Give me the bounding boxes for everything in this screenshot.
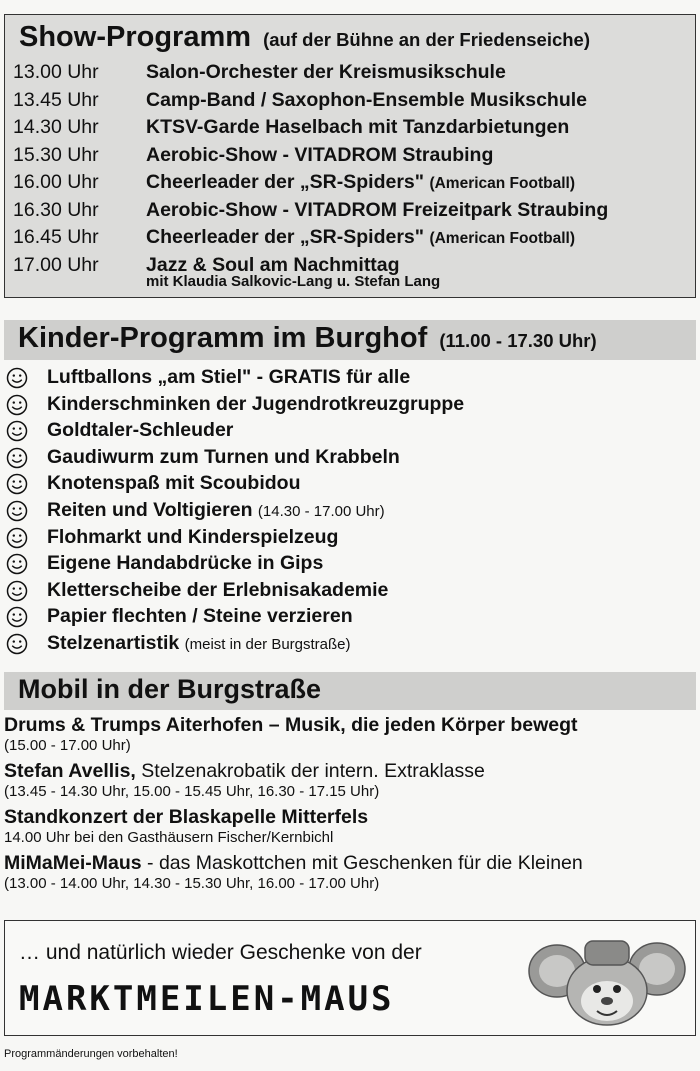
show-time: 16.00 Uhr bbox=[13, 171, 99, 193]
kinder-list-item bbox=[4, 499, 696, 526]
smiley-icon bbox=[6, 420, 28, 442]
show-row bbox=[13, 61, 693, 89]
kinder-item-text bbox=[47, 472, 301, 495]
kinder-item-label: Kinderschminken der Jugendrotkreuzgruppe bbox=[47, 392, 465, 415]
show-act bbox=[146, 89, 587, 112]
show-act bbox=[146, 61, 506, 84]
show-time: 13.00 Uhr bbox=[13, 61, 99, 83]
mobil-item-times: 14.00 Uhr bei den Gasthäusern Fischer/Kernbichl bbox=[4, 829, 334, 846]
kinder-item-note: (meist in der Burgstraße) bbox=[184, 635, 351, 653]
mobil-item-times: (13.00 - 14.00 Uhr, 14.30 - 15.30 Uhr, 16.00 - 17.00 Uhr) bbox=[4, 875, 380, 892]
mobil-header bbox=[4, 672, 696, 710]
kinder-program-list bbox=[4, 366, 696, 659]
show-time: 15.30 Uhr bbox=[13, 143, 99, 166]
mobil-item-title bbox=[4, 714, 696, 737]
gift-box bbox=[4, 920, 696, 1036]
kinder-item-label: Kletterscheibe der Erlebnisakademie bbox=[47, 578, 389, 601]
show-program-title bbox=[19, 21, 590, 54]
show-act-label: Aerobic-Show - VITADROM Freizeitpark Straubing bbox=[146, 198, 609, 221]
kinder-item-text bbox=[47, 446, 400, 469]
kinder-list-item bbox=[4, 366, 696, 393]
show-act bbox=[146, 171, 575, 194]
show-act bbox=[146, 116, 569, 139]
kinder-item-label: Flohmarkt und Kinderspielzeug bbox=[47, 525, 339, 548]
footnote: Programmänderungen vorbehalten! bbox=[4, 1048, 178, 1060]
kinder-item-text bbox=[47, 632, 351, 655]
kinder-item-label: Reiten und Voltigieren bbox=[47, 498, 253, 521]
maus-name: MARKTMEILEN-MAUS bbox=[19, 979, 395, 1019]
show-last-note: mit Klaudia Salkovic-Lang u. Stefan Lang bbox=[146, 273, 441, 290]
mobil-item-bold: MiMaMei-Maus bbox=[4, 852, 142, 874]
mobil-list-item bbox=[4, 714, 696, 755]
kinder-list-item bbox=[4, 552, 696, 579]
kinder-subtitle: (11.00 - 17.30 Uhr) bbox=[439, 330, 597, 351]
show-act-label: Cheerleader der „SR-Spiders" bbox=[146, 171, 425, 193]
show-subtitle: (auf der Bühne an der Friedenseiche) bbox=[263, 29, 590, 50]
mobil-item-title bbox=[4, 806, 696, 829]
show-row bbox=[13, 116, 693, 144]
smiley-icon bbox=[6, 367, 28, 389]
show-time: 17.00 Uhr bbox=[13, 253, 99, 276]
kinder-item-label: Knotenspaß mit Scoubidou bbox=[47, 472, 301, 495]
kinder-title-text: Kinder-Programm im Burghof bbox=[18, 322, 428, 354]
kinder-item-text bbox=[47, 526, 338, 549]
kinder-list-item bbox=[4, 446, 696, 473]
kinder-list-item bbox=[4, 419, 696, 446]
kinder-item-text bbox=[47, 552, 323, 575]
kinder-item-text bbox=[47, 499, 385, 522]
mobil-item-title bbox=[4, 760, 696, 783]
kinder-item-label: Gaudiwurm zum Turnen und Krabbeln bbox=[47, 445, 400, 468]
smiley-icon bbox=[6, 394, 28, 416]
kinder-item-text bbox=[47, 419, 233, 442]
smiley-icon bbox=[6, 447, 28, 469]
mobil-list bbox=[4, 714, 696, 898]
kinder-program-header bbox=[4, 320, 696, 360]
show-act bbox=[146, 226, 575, 249]
show-time: 13.45 Uhr bbox=[13, 88, 99, 111]
show-act-note: (American Football) bbox=[429, 175, 575, 192]
smiley-icon bbox=[6, 500, 28, 522]
kinder-item-text bbox=[47, 579, 388, 602]
kinder-list-item bbox=[4, 605, 696, 632]
show-act-label: Cheerleader der „SR-Spiders" bbox=[146, 226, 425, 248]
kinder-item-label: Stelzenartistik bbox=[47, 631, 180, 654]
smiley-icon bbox=[6, 580, 28, 602]
show-act-label: KTSV-Garde Haselbach mit Tanzdarbietungen bbox=[146, 116, 570, 138]
kinder-list-item bbox=[4, 526, 696, 553]
show-act-label: Jazz & Soul am Nachmittag bbox=[146, 253, 400, 276]
show-act-label: Salon-Orchester der Kreismusikschule bbox=[146, 61, 506, 83]
kinder-program-title bbox=[18, 322, 597, 355]
kinder-item-text bbox=[47, 393, 464, 416]
mouse-mascot-icon bbox=[527, 929, 687, 1029]
mobil-item-times: (15.00 - 17.00 Uhr) bbox=[4, 737, 131, 754]
kinder-item-label: Eigene Handabdrücke in Gips bbox=[47, 552, 324, 575]
kinder-item-label: Luftballons „am Stiel" - GRATIS für alle bbox=[47, 366, 411, 388]
mobil-title: Mobil in der Burgstraße bbox=[18, 674, 322, 704]
smiley-icon bbox=[6, 606, 28, 628]
kinder-item-text bbox=[47, 366, 410, 389]
show-row bbox=[13, 226, 693, 254]
show-act-label: Camp-Band / Saxophon-Ensemble Musikschule bbox=[146, 88, 587, 111]
smiley-icon bbox=[6, 527, 28, 549]
mobil-item-rest: Stelzenakrobatik der intern. Extraklasse bbox=[135, 760, 485, 782]
kinder-list-item bbox=[4, 393, 696, 420]
mobil-item-times: (13.45 - 14.30 Uhr, 15.00 - 15.45 Uhr, 16.30 - 17.15 Uhr) bbox=[4, 783, 380, 800]
smiley-icon bbox=[6, 473, 28, 495]
kinder-list-item bbox=[4, 579, 696, 606]
kinder-list-item bbox=[4, 472, 696, 499]
show-act-label: Aerobic-Show - VITADROM Straubing bbox=[146, 143, 494, 166]
show-row bbox=[13, 144, 693, 172]
mobil-list-item bbox=[4, 852, 696, 893]
smiley-icon bbox=[6, 553, 28, 575]
show-time: 14.30 Uhr bbox=[13, 116, 99, 138]
mobil-item-bold: Drums & Trumps Aiterhofen – Musik, die jeden Körper bewegt bbox=[4, 714, 578, 736]
show-row bbox=[13, 89, 693, 117]
show-row bbox=[13, 171, 693, 199]
kinder-item-label: Papier flechten / Steine verzieren bbox=[47, 605, 353, 628]
kinder-list-item bbox=[4, 632, 696, 659]
show-act-note: (American Football) bbox=[429, 230, 575, 247]
show-schedule bbox=[13, 61, 693, 281]
mobil-list-item bbox=[4, 760, 696, 801]
show-program-box bbox=[4, 14, 696, 298]
mobil-item-title bbox=[4, 852, 696, 875]
mobil-list-item bbox=[4, 806, 696, 847]
show-row bbox=[13, 199, 693, 227]
show-title-text: Show-Programm bbox=[19, 21, 252, 53]
kinder-item-note: (14.30 - 17.00 Uhr) bbox=[257, 502, 385, 520]
gift-text: … und natürlich wieder Geschenke von der bbox=[19, 941, 422, 964]
mobil-item-bold: Stefan Avellis, bbox=[4, 760, 136, 782]
mobil-item-rest: - das Maskottchen mit Geschenken für die Kleinen bbox=[141, 852, 583, 874]
show-time: 16.30 Uhr bbox=[13, 198, 99, 221]
kinder-item-text bbox=[47, 605, 353, 628]
mobil-item-bold: Standkonzert der Blaskapelle Mitterfels bbox=[4, 806, 369, 828]
show-act bbox=[146, 144, 493, 167]
show-time: 16.45 Uhr bbox=[13, 226, 99, 248]
show-act bbox=[146, 199, 608, 222]
smiley-icon bbox=[6, 633, 28, 655]
kinder-item-label: Goldtaler-Schleuder bbox=[47, 419, 234, 442]
